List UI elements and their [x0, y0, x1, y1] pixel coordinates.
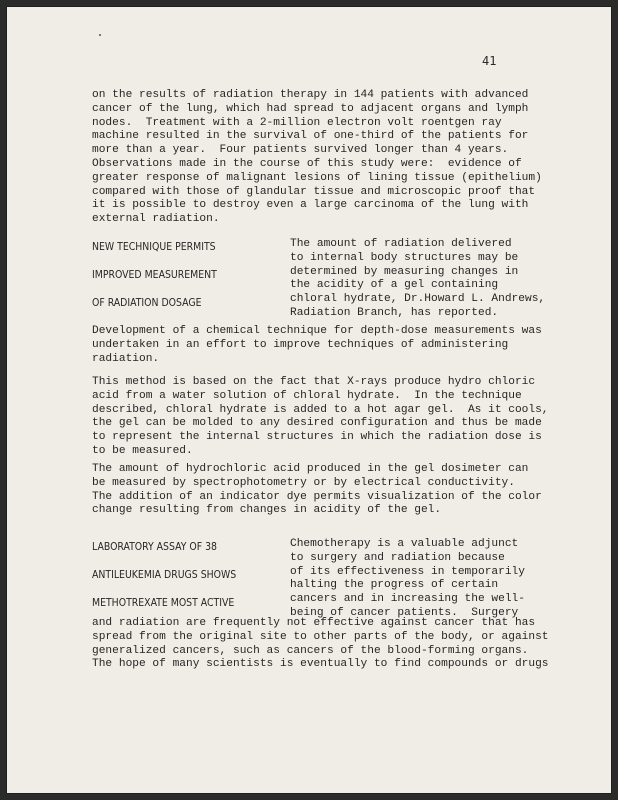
paragraph-radiation-limits: and radiation are frequently not effective against cancer that has spread from the original site to other parts of the body, or against generalized cancers, such as cancers of the blood-forming organs. The hope of many scientists is eventually to find compounds or drugs: [92, 617, 549, 671]
section-1-heading-line-3: OF RADIATION DOSAGE: [92, 297, 202, 309]
section-2-side-text: Chemotherapy is a valuable adjunct to surgery and radiation because of its effectiveness in temporarily halting the progress of certain cancers and in increasing the well- being of cancer patients. Surgery: [290, 538, 525, 619]
paragraph-chemical-technique: Development of a chemical technique for depth-dose measurements was undertaken in an effort to improve techniques of administering radiation.: [92, 325, 542, 365]
section-1-heading-line-1: NEW TECHNIQUE PERMITS: [92, 241, 216, 253]
stray-mark: [99, 34, 101, 36]
section-2-heading-line-2: ANTILEUKEMIA DRUGS SHOWS: [92, 569, 237, 581]
paragraph-lung-cancer-results: on the results of radiation therapy in 144 patients with advanced cancer of the lung, which had spread to adjacent organs and lymph nodes. Treatment with a 2-million electron volt roentgen ray machine resulted in the survival of one-third of the patients for more than a year. Four patients survived longer than 4 years. Observations made in the course of this study were: evidence of greater response of malignant lesions of lining tissue (epithelium) compared with those of glandular tissue and microscopic proof that it is possible to destroy even a large carcinoma of the lung with external radiation.: [92, 89, 542, 226]
paragraph-method: This method is based on the fact that X-rays produce hydro chloric acid from a water solution of chloral hydrate. In the technique described, chloral hydrate is added to a hot agar gel. As it cools, the gel can be molded to any desired configuration and thus be made to represent the internal structures in which the radiation dose is to be measured.: [92, 376, 549, 457]
section-1-heading-line-2: IMPROVED MEASUREMENT: [92, 269, 217, 281]
document-page: [6, 6, 612, 794]
page-number: 41: [482, 54, 497, 68]
section-1-side-text: The amount of radiation delivered to internal body structures may be determined by measuring changes in the acidity of a gel containing chloral hydrate, Dr.Howard L. Andrews, Radiation Branch, has reported.: [290, 238, 546, 319]
section-2-heading-line-1: LABORATORY ASSAY OF 38: [92, 541, 217, 553]
section-2-heading-line-3: METHOTREXATE MOST ACTIVE: [92, 597, 235, 609]
paragraph-hydrochloric-acid: The amount of hydrochloric acid produced in the gel dosimeter can be measured by spectrophotometry or by electrical conductivity. The addition of an indicator dye permits visualization of the color change resulting from changes in acidity of the gel.: [92, 463, 542, 517]
